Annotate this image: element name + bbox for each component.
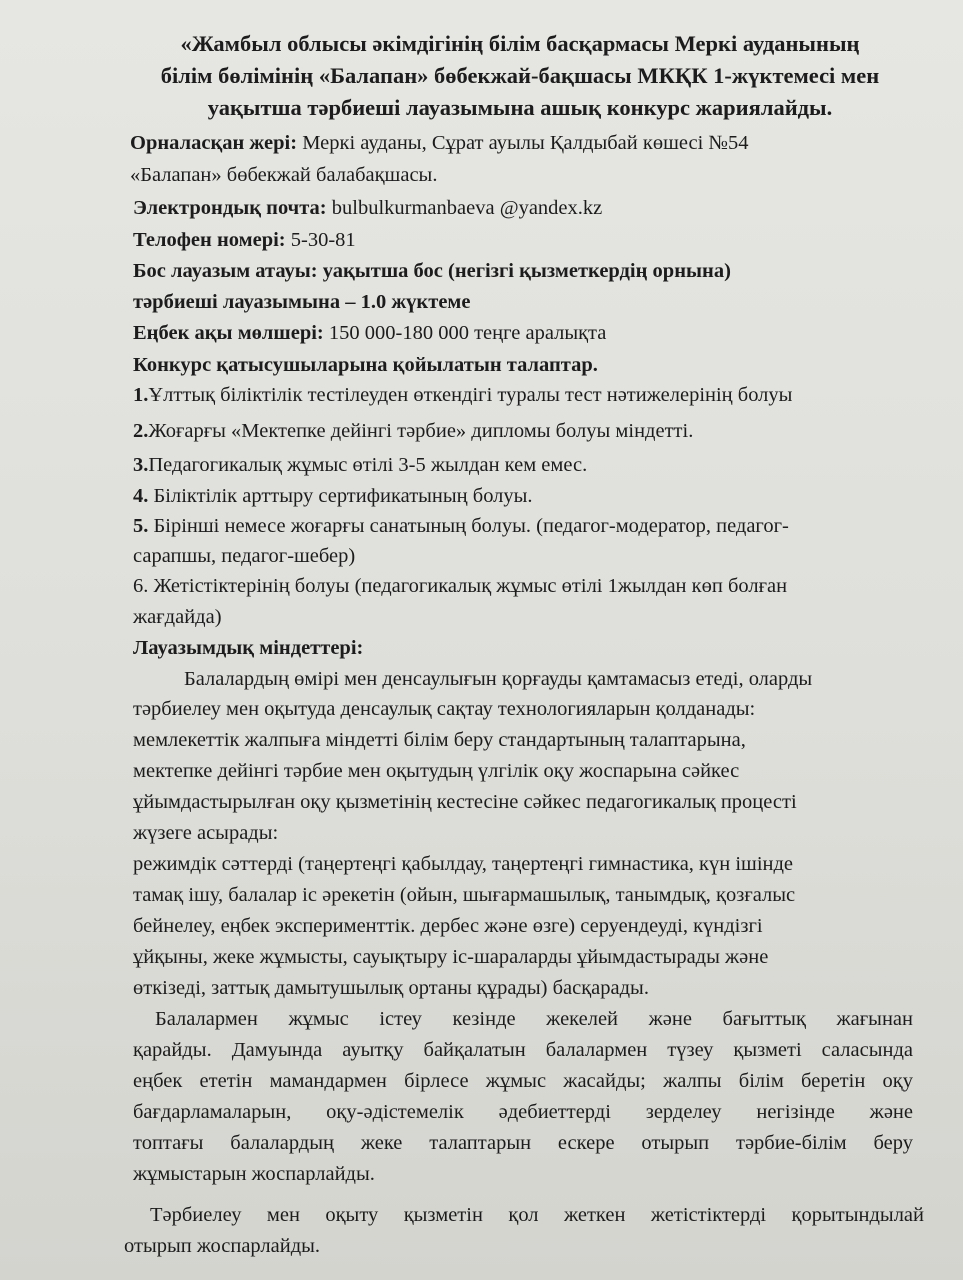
requirement-number: 1.: [133, 384, 149, 406]
phone-label: Телофен номері:: [133, 229, 286, 251]
duties-p2-line: өткізеді, заттық дамытушылық ортаны құрады) басқарады.: [133, 977, 649, 999]
requirement-text: Жетістіктерінің болуы (педагогикалық жұмыс өтілі 1жылдан көп болған: [148, 575, 788, 597]
duties-p3-line: бағдарламаларын, оқу-әдістемелік әдебиеттерді зерделеу негізінде және: [133, 1101, 913, 1123]
location-label: Орналасқан жері:: [130, 132, 298, 154]
location-row: [130, 128, 748, 158]
phone-row: [133, 225, 356, 255]
duties-p3-line: топтағы балалардың жеке талаптарын ескере отырып тәрбие-білім беру: [133, 1132, 913, 1154]
email-row: [133, 193, 602, 223]
salary-label: Еңбек ақы мөлшері:: [133, 322, 324, 344]
requirement-item: [133, 511, 789, 541]
duties-p4-line: Тәрбиелеу мен оқыту қызметін қол жеткен жетістіктерді қорытындылай: [150, 1204, 924, 1226]
phone-value: 5-30-81: [290, 229, 356, 251]
duties-p3: [133, 1004, 913, 1190]
requirement-item: [133, 481, 533, 511]
duties-p1-line: жүзеге асырады:: [133, 822, 279, 844]
requirement-text: Педагогикалық жұмыс өтілі 3-5 жылдан кем емес.: [148, 454, 588, 476]
requirements-heading: Конкурс қатысушыларына қойылатын талаптар.: [133, 354, 598, 376]
location-value: Меркі ауданы, Сұрат ауылы Қалдыбай көшесі №54: [302, 132, 749, 154]
title-line-1: «Жамбыл облысы әкімдігінің білім басқармасы Меркі ауданының: [180, 31, 860, 56]
requirement-text: Біліктілік арттыру сертификатының болуы.: [148, 485, 533, 507]
requirement-item: [133, 380, 792, 410]
requirement-number: 2.: [133, 420, 149, 442]
duties-p1-line: ұйымдастырылған оқу қызметінің кестесіне сәйкес педагогикалық процесті: [133, 791, 797, 813]
duties-p1-line: мектепке дейінгі тәрбие мен оқытудың үлгілік оқу жоспарына сәйкес: [133, 760, 740, 782]
requirement-item: [133, 450, 587, 480]
vacancy-line-2: тәрбиеші лауазымына – 1.0 жүктеме: [133, 291, 471, 313]
document-title: [120, 28, 920, 124]
vacancy-line-1: Бос лауазым атауы: уақытша бос (негізгі қызметкердің орнына): [133, 260, 731, 282]
requirement-number: 3.: [133, 454, 149, 476]
duties-heading: Лауазымдық міндеттері:: [133, 637, 364, 659]
requirement-text: Ұлттық біліктілік тестілеуден өткендігі туралы тест нәтижелерінің болуы: [148, 384, 793, 406]
requirement-item: [133, 416, 693, 446]
duties-p2-line: режимдік сәттерді (таңертеңгі қабылдау, таңертеңгі гимнастика, күн ішінде: [133, 853, 794, 875]
requirement-number: 4.: [133, 485, 149, 507]
requirement-number: 6.: [133, 575, 149, 597]
requirement-item-continued: сарапшы, педагог-шебер): [133, 545, 356, 567]
requirement-item-continued: жағдайда): [133, 606, 222, 628]
requirement-text: Бірінші немесе жоғарғы санатының болуы. (педагог-модератор, педагог-: [148, 515, 789, 537]
duties-p1-line: Балалардың өмірі мен денсаулығын қорғауды қамтамасыз етеді, оларды: [184, 668, 813, 690]
duties-p3-line: қарайды. Дамуында ауытқу байқалатын балалармен түзеу қызметі саласында: [133, 1039, 913, 1061]
duties-p1-line: тәрбиелеу мен оқытуда денсаулық сақтау технологияларын қолданады:: [133, 698, 756, 720]
duties-p1-line: мемлекеттік жалпыға міндетті білім беру стандартының талаптарына,: [133, 729, 746, 751]
requirement-number: 5.: [133, 515, 149, 537]
email-label: Электрондық почта:: [133, 197, 327, 219]
requirement-text: Жоғарғы «Мектепке дейінгі тәрбие» дипломы болуы міндетті.: [148, 420, 694, 442]
title-line-3: уақытша тәрбиеші лауазымына ашық конкурс жариялайды.: [207, 95, 833, 120]
duties-p3-line: еңбек ететін мамандармен бірлесе жұмыс жасайды; жалпы білім беретін оқу: [133, 1070, 913, 1092]
duties-p3-line: Балалармен жұмыс істеу кезінде жекелей және бағыттық жағынан: [155, 1008, 913, 1030]
location-value-2: «Балапан» бөбекжай балабақшасы.: [130, 164, 438, 186]
duties-p3-line: жұмыстарын жоспарлайды.: [133, 1163, 375, 1185]
duties-p2-line: бейнелеу, еңбек эксперименттік. дербес және өзге) серуендеуді, күндізгі: [133, 915, 763, 937]
duties-p4: [124, 1200, 924, 1262]
duties-p2-line: ұйқыны, жеке жұмысты, сауықтыру іс-шараларды ұйымдастырады және: [133, 946, 769, 968]
salary-value: 150 000-180 000 теңге аралықта: [328, 322, 607, 344]
title-line-2: білім бөлімінің «Балапан» бөбекжай-бақшасы МКҚК 1-жүктемесі мен: [160, 63, 880, 88]
salary-row: [133, 318, 606, 348]
duties-p2-line: тамақ ішу, балалар іс әрекетін (ойын, шығармашылық, танымдық, қозғалыс: [133, 884, 796, 906]
email-value: bulbulkurmanbaeva @yandex.kz: [331, 197, 603, 219]
requirement-item: [133, 571, 787, 601]
duties-p4-line: отырып жоспарлайды.: [124, 1235, 321, 1257]
